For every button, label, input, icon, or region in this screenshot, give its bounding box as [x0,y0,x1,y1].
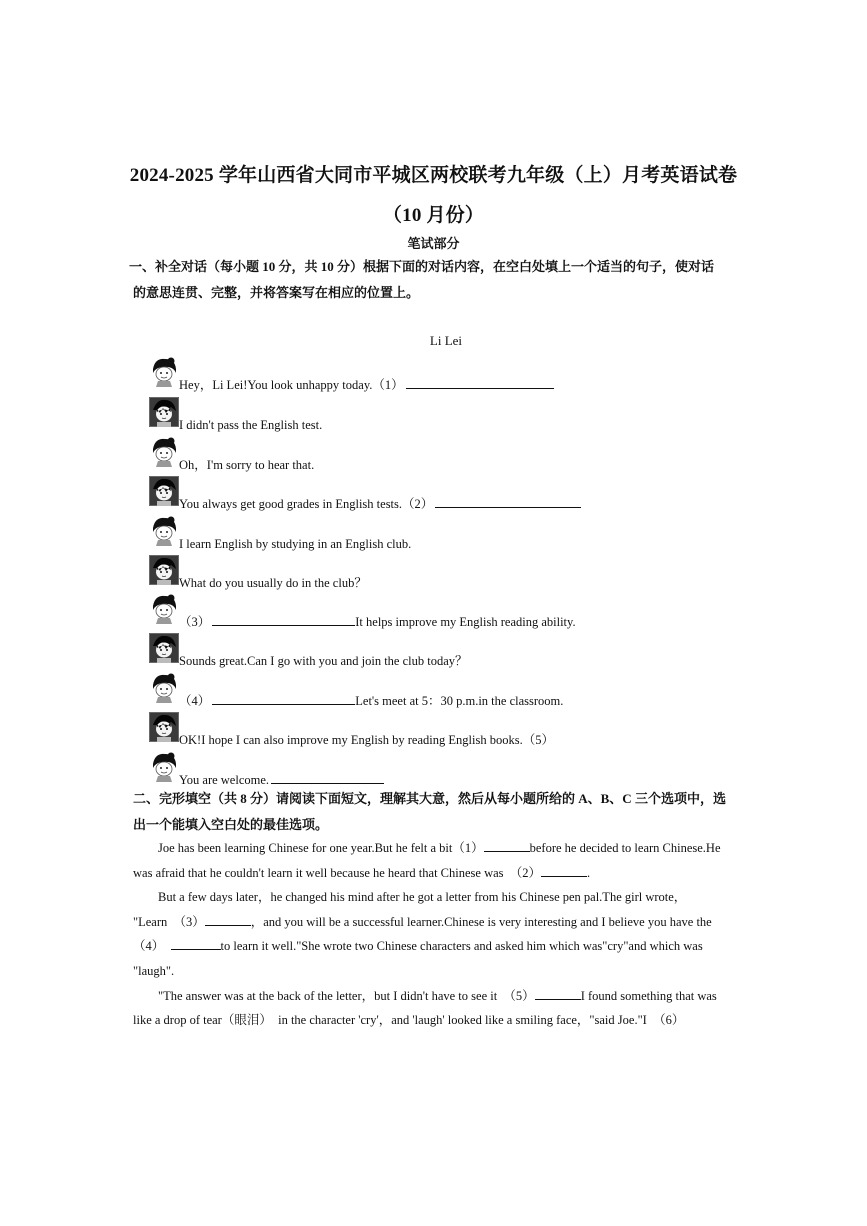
part2-instruction [133,786,745,838]
dialogue-row [149,673,749,709]
dialogue-row [149,752,749,788]
dialogue-row [149,594,749,630]
dialogue-row [149,516,749,552]
dialogue-line [179,537,411,552]
dialogue-row [149,357,749,393]
dialogue-text: （4） [179,694,211,708]
passage-text: ，and you will be a successful learner.Chinese is very interesting and I believe you have the [250,914,712,929]
passage-text: Joe has been learning Chinese for one year.But he felt a bit（1） [158,841,484,855]
passage-line [133,959,745,984]
passage-line [133,861,745,886]
dialogue-text: I learn English by studying in an English club. [179,537,412,551]
exam-title-line1: 2024-2025 学年山西省大同市平城区两校联考九年级（上）月考英语试卷 [129,165,738,186]
passage-text: was afraid that he couldn't learn it well because he heard that Chinese was （2） [133,865,542,880]
dialogue-line [179,691,563,709]
boy-avatar-icon [149,712,179,742]
passage-line [133,836,745,861]
dialogue-row [149,633,749,669]
girl-avatar-icon [149,516,179,546]
dialogue-line [179,418,322,433]
passage-line [133,1008,745,1033]
boy-avatar-icon [149,397,179,427]
dialogue-text: You always get good grades in English tests.（2） [179,497,434,511]
dialogue-text: Oh，I'm sorry to hear that. [179,458,315,472]
boy-avatar-icon [149,555,179,585]
answer-blank[interactable] [406,376,554,389]
answer-blank[interactable] [212,613,355,626]
girl-avatar-icon [149,594,179,624]
answer-blank[interactable] [435,495,581,508]
part1-instruction-line2: 的意思连贯、完整，并将答案写在相应的位置上。 [133,285,420,300]
girl-avatar-icon [149,673,179,703]
dialogue-text: Let's meet at 5：30 p.m.in the classroom. [355,694,564,708]
part2-instruction-line2: 出一个能填入空白处的最佳选项。 [133,817,329,832]
passage-text: . [587,865,591,880]
dialogue-line [179,494,581,512]
part1-instruction [129,254,745,306]
passage-line [133,910,745,935]
passage-text: like a drop of tear（眼泪） in the character 'cry'，and 'laugh' looked like a smiling face，"said Joe."I （6） [133,1013,685,1028]
passage-text: I found something that was [580,988,717,1003]
dialogue-text: （3） [179,615,211,629]
dialogue-text: What do you usually do in the club？ [179,576,367,590]
blank-5[interactable] [535,987,581,1000]
passage-line [133,984,745,1009]
passage-text: But a few days later，he changed his mind after he got a letter from his Chinese pen pal.The girl wrote， [158,890,687,905]
boy-avatar-icon [149,633,179,663]
passage-text: "laugh". [133,963,175,978]
dialogue-text: OK!I hope I can also improve my English by reading English books.（5） [179,733,554,747]
dialogue-text: You are welcome. [179,773,270,787]
cloze-passage [133,836,745,1033]
boy-avatar-icon [149,476,179,506]
dialogue-row [149,397,749,433]
passage-line [133,934,745,959]
dialogue-text: Hey，Li Lei!You look unhappy today.（1） [179,378,404,392]
passage-text: "Learn （3） [133,914,205,929]
girl-avatar-icon [149,357,179,387]
blank-1[interactable] [484,839,530,852]
dialogue-row [149,555,749,591]
passage-line [133,885,745,910]
passage-text: before he decided to learn Chinese.He [529,841,721,855]
dialogue-text: I didn't pass the English test. [179,418,323,432]
dialogue-line [179,612,576,630]
blank-3[interactable] [205,913,251,926]
girl-avatar-icon [149,752,179,782]
dialogue-text: It helps improve my English reading ability. [355,615,576,629]
dialogue-line [179,455,314,473]
exam-title-line2: （10 月份） [382,205,485,226]
girl-avatar-icon [149,437,179,467]
dialogue-line [179,730,554,748]
answer-blank[interactable] [212,692,355,705]
dialogue-name-label: Li Lei [429,333,463,348]
passage-text: "The answer was at the back of the letter，but I didn't have to see it （5） [158,988,535,1003]
dialogue-line [179,573,367,591]
passage-text: （4） [133,939,159,954]
dialogue-line [179,651,468,669]
dialogue-row [149,476,749,512]
dialogue-text: Sounds great.Can I go with you and join the club today？ [179,654,468,668]
part2-instruction-line1: 二、完形填空（共 8 分）请阅读下面短文，理解其大意，然后从每小题所给的 A、B、C 三个选项中，选 [133,791,726,806]
dialogue-line [179,375,554,393]
dialogue-row [149,437,749,473]
passage-text: to learn it well."She wrote two Chinese characters and asked him which was"cry"and which was [220,939,703,954]
section-label: 笔试部分 [407,236,460,251]
blank-4[interactable] [171,937,221,950]
blank-2[interactable] [541,864,587,877]
dialogue-row [149,712,749,748]
answer-blank[interactable] [271,771,384,784]
part1-instruction-line1: 一、补全对话（每小题 10 分，共 10 分）根据下面的对话内容，在空白处填上一个适当的句子，使对话 [129,259,715,274]
